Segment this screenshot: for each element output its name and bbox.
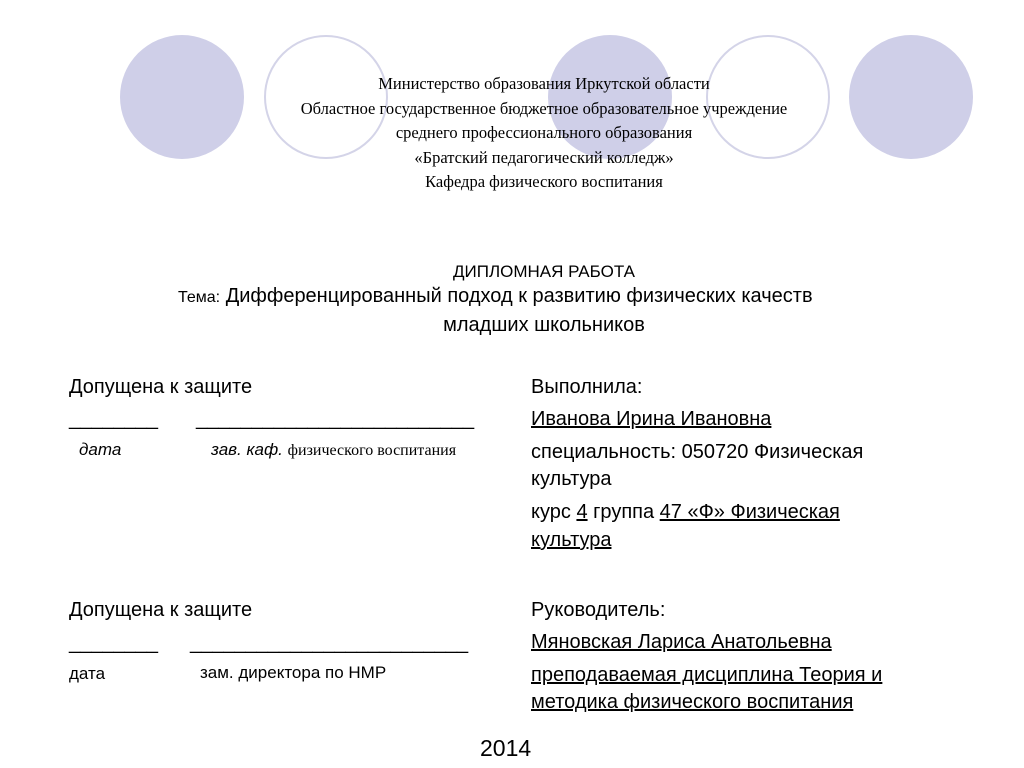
header-line-ministry: Министерство образования Иркутской области (378, 74, 710, 93)
supervisor-discipline-line1 (531, 664, 882, 687)
supervisor-label: Руководитель: (531, 599, 666, 621)
group-value-line1: 47 «Ф» Физическая (659, 501, 840, 523)
admission1-position-rest: физического воспитания (287, 442, 457, 459)
supervisor-name-underlined: Мяновская Лариса Анатольевна (531, 631, 832, 653)
discipline-line2-underlined: методика физического воспитания (531, 691, 854, 713)
thesis-type: ДИПЛОМНАЯ РАБОТА (453, 262, 635, 281)
theme-text-line1: Дифференцированный подход к развитию физических качеств (225, 285, 813, 307)
admission1-date-label: дата (79, 440, 122, 459)
supervisor-name (531, 631, 832, 654)
student-specialty-line2: культура (531, 468, 612, 490)
admission1-title: Допущена к защите (69, 376, 253, 398)
admission2-title: Допущена к защите (69, 599, 253, 621)
admission1-position-italic: зав. каф. (211, 440, 283, 459)
header-line-institution: Областное государственное бюджетное образовательное учреждение (300, 98, 788, 118)
student-course-group (531, 501, 840, 524)
student-group-line2 (531, 529, 611, 552)
header-line-department: Кафедра физического воспитания (425, 172, 663, 191)
admission1-date-blank: ________ (69, 408, 158, 430)
header-line-level: среднего профессионального образования (395, 123, 693, 142)
theme-label: Тема: (178, 289, 221, 306)
document-year: 2014 (480, 735, 532, 761)
admission2-position: зам. директора по НМР (200, 663, 387, 682)
admission2-signature-blank: _________________________ (190, 632, 469, 654)
header-line-college: «Братский педагогический колледж» (414, 147, 674, 167)
institution-header (0, 72, 1024, 195)
admission1-signature-blank: _________________________ (196, 408, 475, 430)
course-prefix: курс (531, 501, 571, 523)
group-prefix: группа (593, 501, 655, 523)
course-value: 4 (576, 501, 588, 523)
admission2-date-label: дата (69, 664, 106, 683)
group-value-line2: культура (531, 529, 612, 551)
admission2-date-blank: ________ (69, 632, 158, 654)
supervisor-discipline-line2 (531, 691, 853, 714)
thesis-theme (178, 285, 813, 308)
student-specialty-line1: специальность: 050720 Физическая (531, 441, 864, 463)
admission1-position (211, 440, 456, 460)
student-name-underlined: Иванова Ирина Ивановна (531, 408, 772, 430)
discipline-line1-underlined: преподаваемая дисциплина Теория и (531, 664, 883, 686)
student-label: Выполнила: (531, 376, 643, 398)
student-name (531, 408, 771, 431)
theme-text-line2: младших школьников (443, 314, 645, 336)
